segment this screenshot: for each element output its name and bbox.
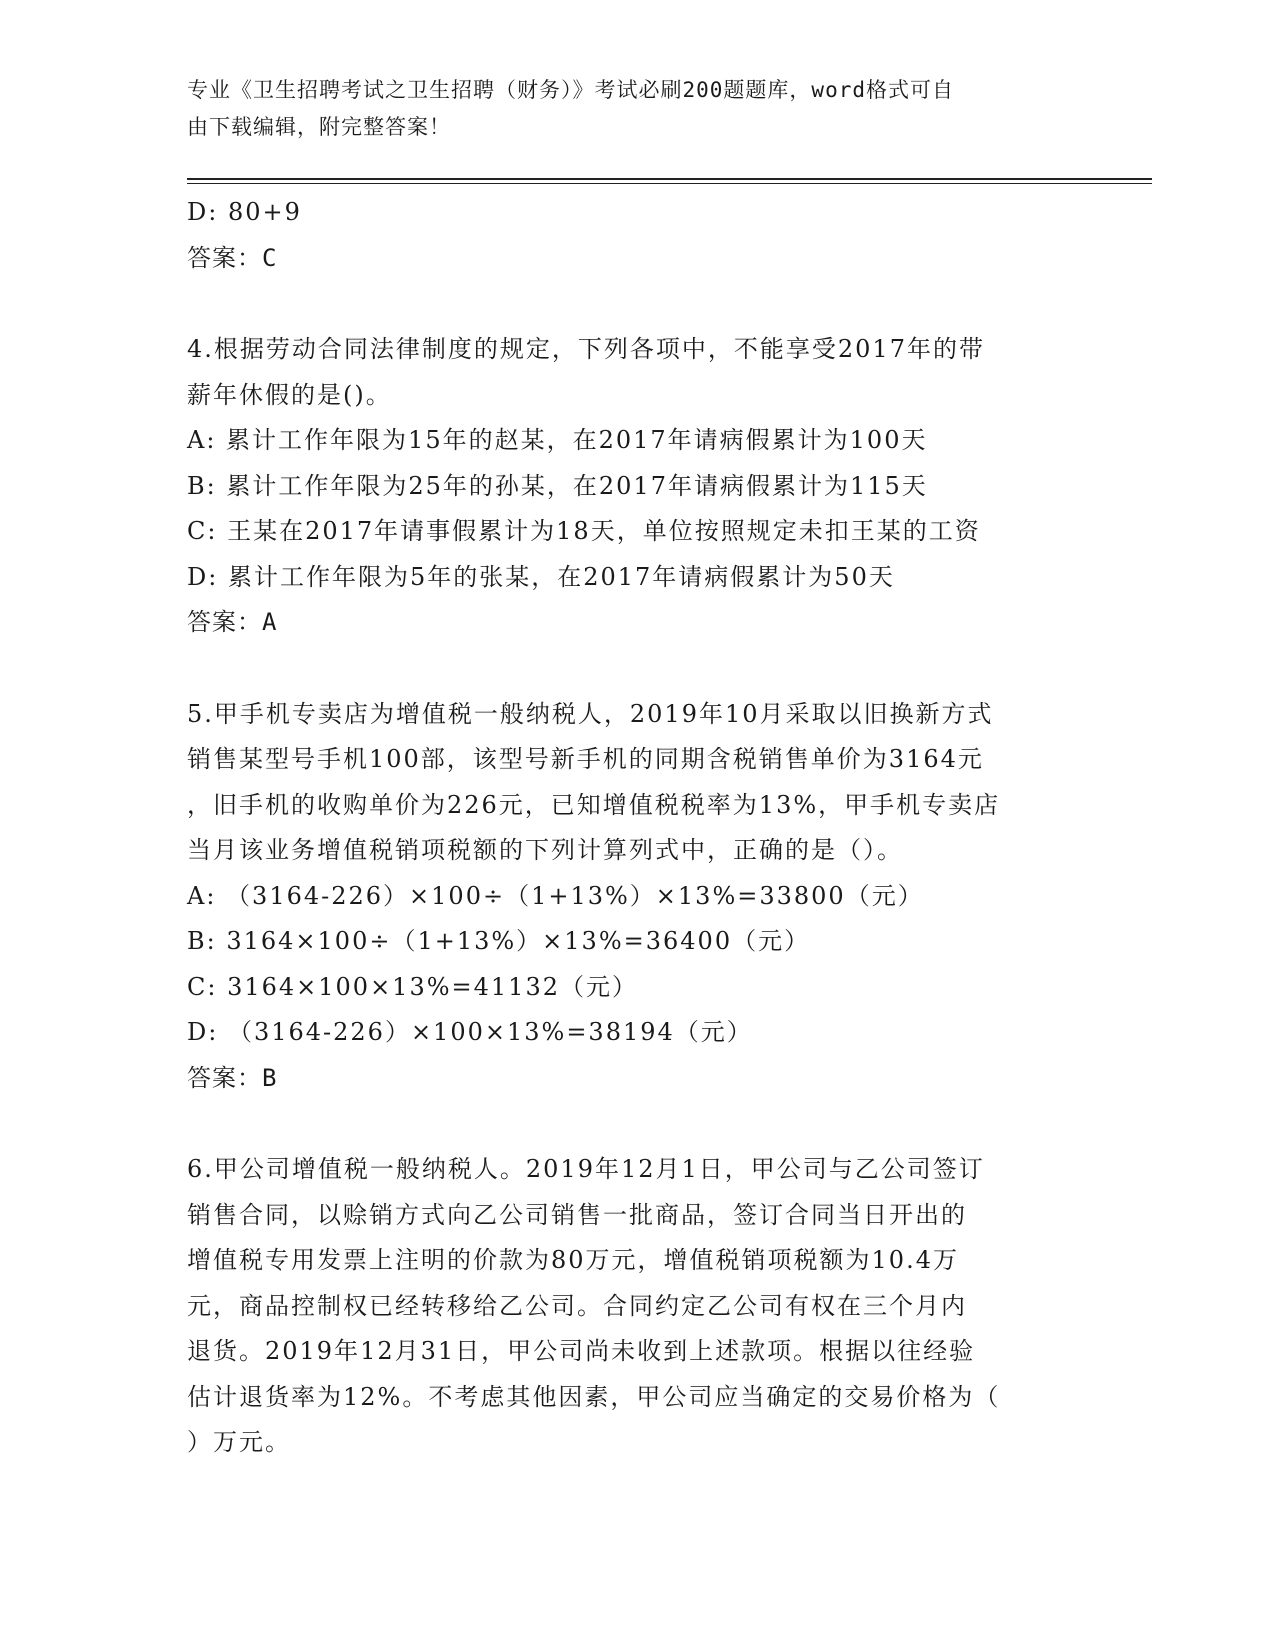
question-stem-line: ，旧手机的收购单价为226元，已知增值税税率为13%，甲手机专卖店	[187, 790, 1001, 819]
option-a: A: 累计工作年限为15年的赵某，在2017年请病假累计为100天	[187, 426, 928, 454]
question-4	[187, 327, 1087, 646]
option-b: B: 累计工作年限为25年的孙某，在2017年请病假累计为115天	[187, 471, 928, 500]
document-body	[187, 190, 1087, 1466]
question-stem-line: 薪年休假的是()。	[187, 380, 392, 409]
header-rule-thin	[187, 183, 1152, 184]
header-title-line-2: 由下载编辑，附完整答案！	[187, 115, 451, 139]
option-d: D: 累计工作年限为5年的张某，在2017年请病假累计为50天	[187, 562, 895, 591]
question-3-tail	[187, 190, 1087, 281]
question-stem-line: 6.甲公司增值税一般纳税人。2019年12月1日，甲公司与乙公司签订	[187, 1155, 985, 1183]
question-stem-line: 4.根据劳动合同法律制度的规定，下列各项中，不能享受2017年的带	[187, 335, 985, 363]
answer: 答案：B	[187, 1063, 278, 1092]
question-stem-line: 5.甲手机专卖店为增值税一般纳税人，2019年10月采取以旧换新方式	[187, 699, 994, 728]
option-d: D: 80+9	[187, 198, 302, 226]
answer: 答案：A	[187, 608, 278, 636]
question-5	[187, 692, 1087, 1102]
question-stem-line: 估计退货率为12%。不考虑其他因素，甲公司应当确定的交易价格为（	[187, 1382, 1001, 1411]
spacer	[187, 646, 1087, 692]
option-d: D: （3164-226）×100×13%=38194（元）	[187, 1018, 753, 1046]
header-title-line-1: 专业《卫生招聘考试之卫生招聘（财务）》考试必刷200题题库，word格式可自	[187, 78, 954, 102]
spacer	[187, 1101, 1087, 1147]
question-6	[187, 1147, 1087, 1466]
question-stem-line: 销售某型号手机100部，该型号新手机的同期含税销售单价为3164元	[187, 745, 984, 773]
question-stem-line: ）万元。	[187, 1428, 291, 1456]
answer: 答案：C	[187, 243, 278, 272]
question-stem-line: 退货。2019年12月31日，甲公司尚未收到上述款项。根据以往经验	[187, 1337, 976, 1365]
question-stem-line: 元，商品控制权已经转移给乙公司。合同约定乙公司有权在三个月内	[187, 1291, 967, 1320]
option-c: C: 王某在2017年请事假累计为18天，单位按照规定未扣王某的工资	[187, 517, 981, 545]
question-stem-line: 销售合同，以赊销方式向乙公司销售一批商品，签订合同当日开出的	[187, 1200, 967, 1229]
page-header	[187, 72, 1067, 146]
option-b: B: 3164×100÷（1+13%）×13%=36400（元）	[187, 927, 811, 955]
option-c: C: 3164×100×13%=41132（元）	[187, 972, 638, 1001]
option-a: A: （3164-226）×100÷（1+13%）×13%=33800（元）	[187, 881, 924, 910]
header-rule-thick	[187, 178, 1152, 180]
question-stem-line: 当月该业务增值税销项税额的下列计算列式中，正确的是（）。	[187, 836, 903, 864]
spacer	[187, 281, 1087, 327]
question-stem-line: 增值税专用发票上注明的价款为80万元，增值税销项税额为10.4万	[187, 1246, 959, 1274]
